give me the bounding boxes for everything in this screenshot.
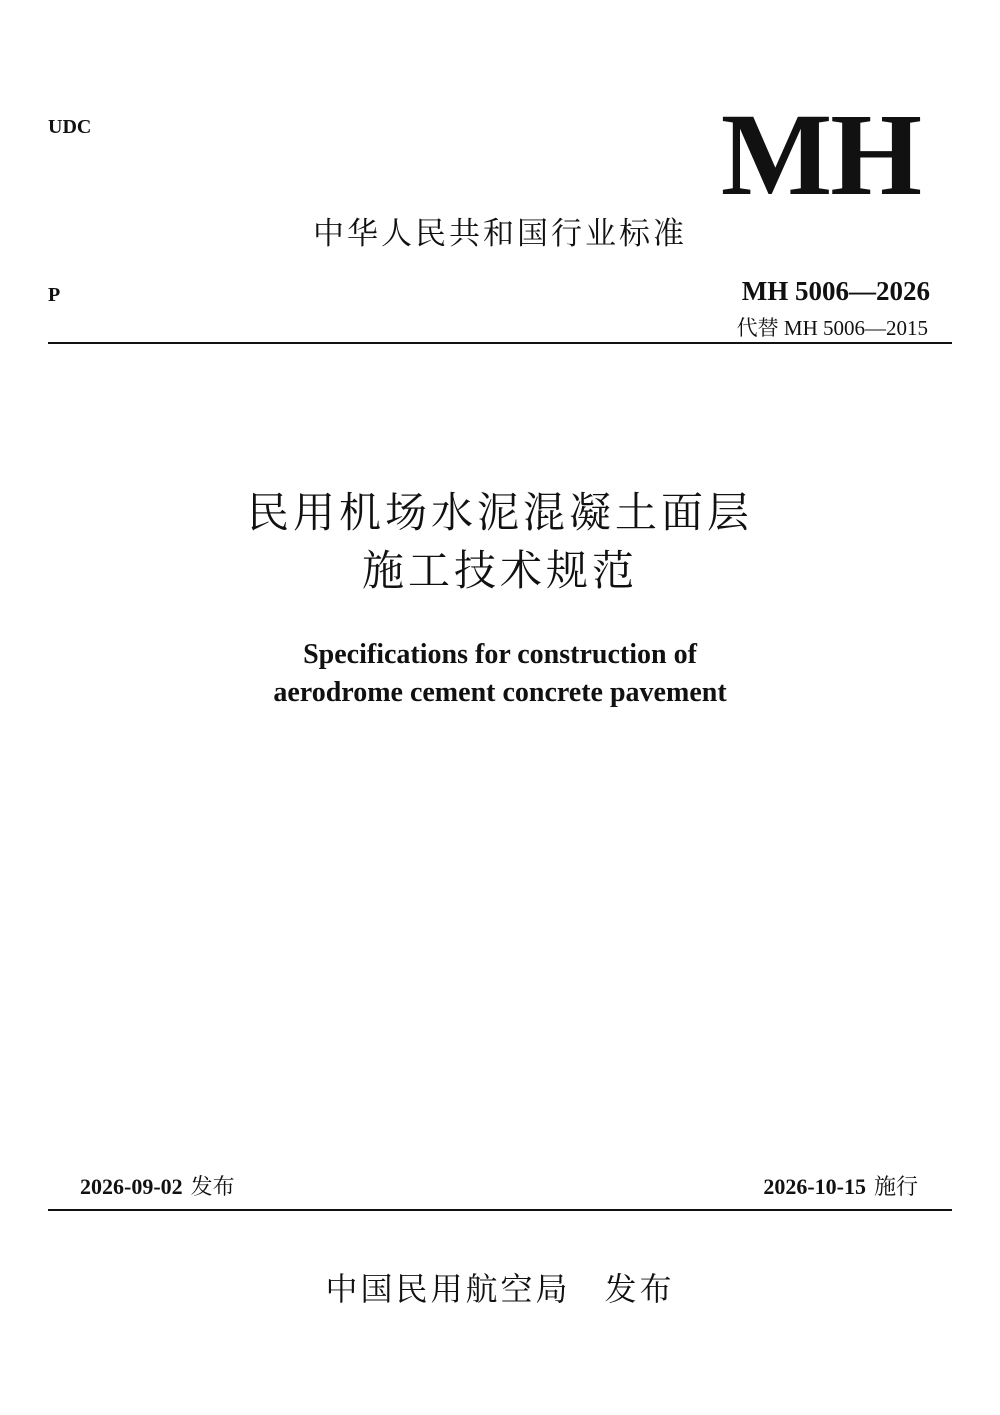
issue-date	[80, 1170, 235, 1201]
standard-category	[0, 208, 1000, 253]
implementation-date-label: 施行	[873, 1175, 918, 1200]
publisher-line	[0, 1264, 1000, 1310]
english-title-line-2: aerodrome cement concrete pavement	[273, 677, 727, 708]
issue-date-label: 发布	[190, 1175, 235, 1200]
chinese-title-line-2: 施工技术规范	[361, 546, 638, 595]
top-divider	[48, 342, 952, 344]
standard-category-text: 中华人民共和国行业标准	[313, 216, 687, 252]
implementation-date	[763, 1170, 918, 1201]
publisher-name: 中国民用航空局	[325, 1270, 571, 1308]
mh-logo: MH	[720, 89, 920, 220]
standard-number: MH 5006—2026	[741, 276, 930, 306]
chinese-title	[0, 484, 1000, 600]
udc-label: UDC	[48, 116, 92, 138]
replaces-standard: 代替 MH 5006—2015	[736, 316, 928, 340]
english-title-line-1: Specifications for construction of	[303, 639, 697, 670]
implementation-date-value: 2026-10-15	[763, 1174, 866, 1199]
classification-code: P	[48, 284, 61, 306]
english-title	[0, 636, 1000, 712]
issue-date-value: 2026-09-02	[80, 1174, 183, 1199]
chinese-title-line-1: 民用机场水泥混凝土面层	[246, 488, 753, 537]
bottom-divider	[48, 1209, 952, 1211]
publish-action: 发布	[604, 1270, 675, 1308]
